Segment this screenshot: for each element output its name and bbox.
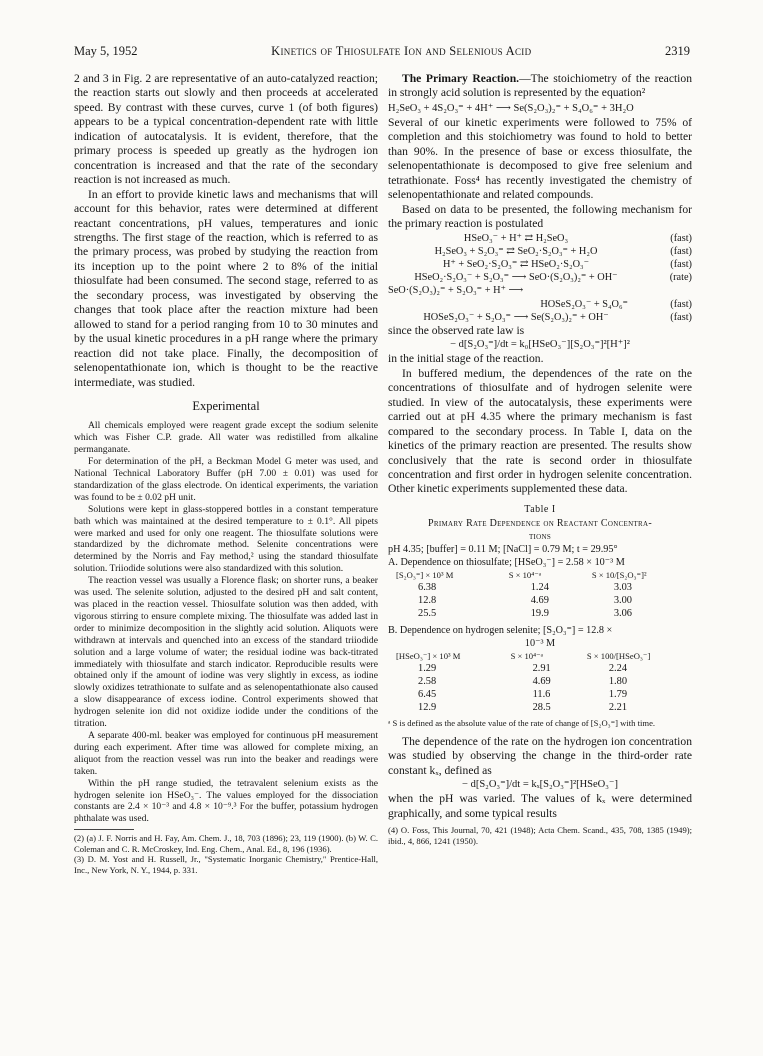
header-running-title: Kinetics of Thiosulfate Ion and Selenious Acid — [271, 44, 532, 58]
table-row: 25.5 19.9 3.06 — [418, 608, 632, 620]
paragraph: Several of our kinetic experiments were followed to 75% of completion and this stoichiometry was found to hold to better than 90%. In the presence of base or excess thiosulfate, the selenopentathionate is decomposed to give free selenium and tetrathionate. Foss⁴ has recently investigated the chemistry of selenopentathionate and related compounds. — [388, 115, 692, 202]
rate-law-equation: − d[S₂O₃⁼]/dt = k₀[HSeO₃⁻][S₂O₃⁼]²[H⁺]² — [450, 339, 630, 351]
right-column — [388, 72, 692, 846]
table-1 — [388, 503, 692, 729]
paragraph: in the initial stage of the reaction. — [388, 352, 544, 366]
table-row: 6.38 1.24 3.03 — [418, 582, 632, 594]
table-label: Table I — [524, 503, 556, 515]
experimental-paragraph: Within the pH range studied, the tetravalent selenium exists as the hydrogen selenite ion HSeO₃⁻. The values employed for the dissociation constants are 2.4 × 10⁻³ and 4.8 × 10⁻⁹.³ For the buffer, potassium hydrogen phthalate was used. — [74, 777, 378, 825]
table-row: 12.8 4.69 3.00 — [418, 595, 632, 607]
experimental-paragraph: Solutions were kept in glass-stoppered bottles in a constant temperature bath which was maintained at the desired temperature to ± 0.1°. All pipets were marked and used for only one reagent. The thiosulfate solutions were standardized by the dichromate method. Selenite concentrations were determined by the Norris and Fay method,² using the standard thiosulfate solution. Triiodide solutions were also standardized with this solution. — [74, 503, 378, 575]
table-header-row: [S₂O₃⁼] × 10³ M S × 10⁴⁻ᵃ S × 10/[S₂O₃⁼]² — [396, 570, 647, 581]
paragraph: The dependence of the rate on the hydrogen ion concentration was studied by observing the change in the third-order rate constant kₓ, defined as — [388, 734, 692, 777]
table-part-a — [388, 569, 692, 620]
mechanism-step: SeO·(S₂O₃)₂⁼ + S₂O₃⁼ + H⁺ ⟶ — [388, 285, 524, 297]
experimental-paragraph: All chemicals employed were reagent grade except the sodium selenite which was Fisher C.P. grade. All water was redistilled from alkaline permanganate. — [74, 420, 378, 456]
paragraph: In an effort to provide kinetic laws and mechanisms that will account for this behavior, rates were determined at different reactant concentrations, pH values, temperatures and ionic strengths. The first stage of the reaction, which is referred to as the primary process, was probed by studying the reaction from its inception up to the point where 2 to 8% of the initial thiosulfate had been consumed. The second stage, referred to as the secondary process, was investigated by observing the changes that took place after the reaction mixture had been allowed to stand for a period ranging from 10 to 30 minutes and by the usual kinetic procedures in a pH range where the primary reaction did not take place. Finally, the decomposition of selenopentathionate ion, which is thought to be the reactive intermediate, was studied. — [74, 187, 378, 389]
footnote-2: (2) (a) J. F. Norris and H. Fay, Am. Chem. J., 18, 703 (1896); 23, 119 (1900). (b) W. C. Coleman and C. R. McCroskey, Ind. Eng. Chem., Anal. Ed., 8, 196 (1936). — [74, 833, 378, 854]
header-page-number: 2319 — [665, 44, 690, 58]
experimental-paragraph: The reaction vessel was usually a Florence flask; on shorter runs, a beaker was used. The selenite solution, adjusted to the desired pH and salt content, was placed in the reaction vessel. Thiosulfate solution was then added, with vigorous stirring to ensure complete mixing. The thiosulfate was added last in order to minimize decomposition in the slightly acid solution. Aliquots were withdrawn at intervals and quenched into an excess of the standard triiodide solution and a large volume of water; the residual iodine was back-titrated immediately with thiosulfate and starch indicator. Reproducible results were obtained only if the amount of iodine was very slightly in excess, as iodine slowly oxidizes tetrathionate to sulfate and as selenopentathionate also caused a slow disappearance of excess iodine. Control experiments showed that hydrogen selenite ion did not oxidize iodide under the conditions of the titration. — [74, 575, 378, 730]
table-row: 6.45 11.6 1.79 — [418, 689, 628, 701]
table-title-cont: tions — [528, 531, 552, 543]
table-conditions: pH 4.35; [buffer] = 0.11 M; [NaCl] = 0.79 M; t = 29.95° — [388, 544, 618, 556]
running-header — [74, 44, 690, 59]
mechanism-step: HOSeS₂O₃⁻ + S₂O₃⁼ ⟶ Se(S₂O₃)₂⁼ + OH⁻ (fast) — [423, 311, 692, 323]
footnote-divider — [74, 829, 134, 830]
table-header-row: [HSeO₃⁻] × 10³ M S × 10⁴⁻ᵃ S × 100/[HSeO₃⁻] — [396, 651, 651, 662]
table-part-b-title-cont: 10⁻³ M — [524, 638, 556, 650]
section-heading-experimental: Experimental — [192, 398, 260, 413]
mechanism-step: HSeO₂·S₂O₃⁻ + S₂O₃⁼ ⟶ SeO·(S₂O₃)₂⁼ + OH⁻ (rate) — [414, 272, 692, 284]
table-title: Primary Rate Dependence on Reactant Concentra- — [427, 518, 653, 530]
mechanism-step: H₂SeO₃ + S₂O₃⁼ ⇄ SeO₂·S₂O₃⁼ + H₂O (fast) — [434, 245, 692, 257]
paragraph: —The stoichiometry of the reaction in strongly acid solution is represented by the equation² — [388, 72, 692, 100]
kx-definition-equation: − d[S₂O₃⁼]/dt = kₓ[S₂O₃⁼]²[HSeO₃⁻] — [462, 779, 618, 791]
paragraph: when the pH was varied. The values of kₓ were determined graphically, and some typical results — [388, 792, 692, 820]
mechanism-step: H⁺ + SeO₂·S₂O₃⁼ ⇄ HSeO₂·S₂O₃⁻ (fast) — [442, 258, 692, 270]
subsection-heading-primary-reaction: The Primary Reaction. — [402, 72, 520, 85]
footnote-4: (4) O. Foss, This Journal, 70, 421 (1948); Acta Chem. Scand., 435, 708, 1385 (1949); ibid., 4, 866, 1241 (1950). — [388, 825, 692, 846]
header-date: May 5, 1952 — [74, 44, 138, 58]
table-part-b — [388, 650, 692, 714]
paragraph: 2 and 3 in Fig. 2 are representative of an auto-catalyzed reaction; the reaction starts out slowly and then proceeds at accelerated speed. By contrast with these curves, curve 1 (of both figures) appears to be a typical concentration-dependent rate with little indication of autocatalysis. It is evident, therefore, that the primary process is speeded up greatly as the hydrogen ion concentration is increased and that the rate of the secondary reaction is not increased as much. — [74, 72, 378, 187]
footnote-3: (3) D. M. Yost and H. Russell, Jr., "Systematic Inorganic Chemistry," Prentice-Hall, Inc., New York, N. Y., 1944, p. 331. — [74, 854, 378, 876]
experimental-paragraph: A separate 400-ml. beaker was employed for continuous pH measurement during each experiment. After time was allowed for complete mixing, an aliquot from the reaction vessel was run into the beaker and readings were taken. — [74, 729, 378, 777]
table-part-a-title: A. Dependence on thiosulfate; [HSeO₃⁻] = 2.58 × 10⁻³ M — [388, 557, 625, 569]
mechanism-step: HOSeS₂O₃⁻ + S₄O₆⁼ (fast) — [540, 298, 692, 310]
table-row: 2.58 4.69 1.80 — [418, 676, 628, 688]
paragraph: In buffered medium, the dependences of the rate on the concentrations of thiosulfate and of hydrogen selenite were studied. In view of the autocatalysis, these experiments were carried out at pH 4.35 where the primary mechanism is fast compared to the secondary process. In Table I, data on the kinetics of the primary reaction are presented. The results show conclusively that the rate is second order in thiosulfate concentration and first order in hydrogen selenite concentration. Other kinetic experiments supplemented these data. — [388, 366, 692, 496]
mechanism-block — [388, 232, 692, 324]
table-row: 1.29 2.91 2.24 — [418, 663, 628, 675]
mechanism-step: HSeO₃⁻ + H⁺ ⇄ H₂SeO₃ (fast) — [463, 232, 692, 244]
table-row: 12.9 28.5 2.21 — [418, 702, 628, 714]
left-column — [74, 72, 378, 876]
stoichiometry-equation: H₂SeO₃ + 4S₂O₃⁼ + 4H⁺ ⟶ Se(S₂O₃)₂⁼ + S₄O₆⁼ + 3H₂O — [388, 102, 634, 114]
paragraph: since the observed rate law is — [388, 323, 525, 337]
table-part-b-title: B. Dependence on hydrogen selenite; [S₂O₃⁼] = 12.8 × — [388, 625, 613, 637]
table-footnote: ᵃ S is defined as the absolute value of the rate of change of [S₂O₃⁼] with time. — [388, 718, 656, 729]
experimental-paragraph: For determination of the pH, a Beckman Model G meter was used, and National Technical Laboratory Buffer (pH 7.00 ± 0.01) was used for standardization of the glass electrode. On identical experiments, the variation was found to be ± 0.02 pH unit. — [74, 456, 378, 503]
paragraph: Based on data to be presented, the following mechanism for the primary reaction is postulated — [388, 202, 692, 231]
